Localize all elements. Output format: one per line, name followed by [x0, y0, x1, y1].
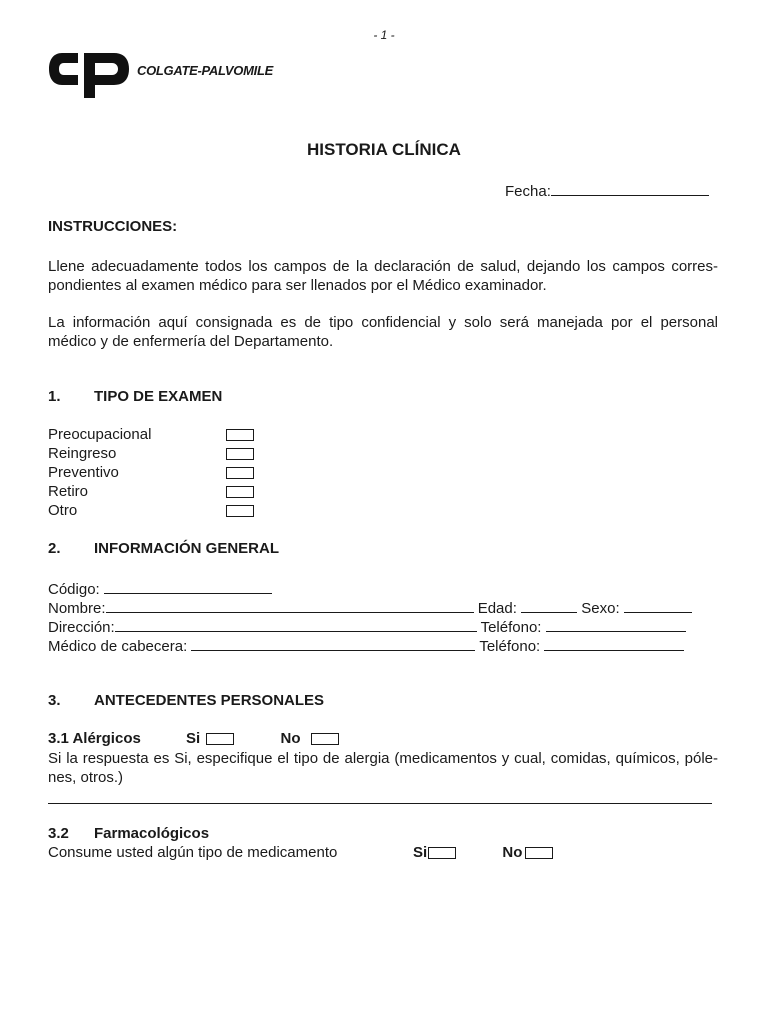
exam-option-label: Preocupacional — [48, 426, 152, 443]
alergicos-text-line1: Si la respuesta es Si, especifique el tipo de alergia (medicamentos y cual, comidas, químicos, póle- — [48, 750, 718, 767]
medicamento-question: Consume usted algún tipo de medicamento — [48, 844, 338, 861]
section-2-heading — [48, 540, 279, 557]
instructions-p1-line1: Llene adecuadamente todos los campos de la declaración de salud, dejando los campos corres- — [48, 258, 718, 275]
section-3-heading — [48, 692, 324, 709]
medicamento-no-checkbox[interactable] — [525, 847, 553, 859]
section-3-title: ANTECEDENTES PERSONALES — [94, 692, 325, 709]
no-label: No — [502, 844, 523, 861]
sexo-line[interactable] — [624, 597, 692, 613]
exam-option-label: Reingreso — [48, 445, 117, 462]
si-label: Si — [186, 730, 201, 747]
telefono-line[interactable] — [546, 616, 686, 632]
edad-label: Edad: — [477, 600, 517, 617]
codigo-line — [104, 578, 272, 594]
codigo-field[interactable] — [48, 578, 272, 598]
medico-label: Médico de cabecera: — [48, 638, 188, 655]
section-1-heading — [48, 388, 222, 405]
edad-line[interactable] — [521, 597, 577, 613]
subsection-number: 3.2 — [48, 825, 69, 842]
instructions-paragraph-1 — [48, 257, 718, 295]
exam-option-otro — [48, 502, 254, 519]
exam-option-retiro — [48, 483, 254, 500]
medico-line[interactable] — [191, 635, 475, 651]
direccion-label: Dirección: — [48, 619, 115, 636]
si-label: Si — [413, 844, 428, 861]
company-logo — [48, 50, 130, 100]
page-title: HISTORIA CLÍNICA — [307, 140, 461, 159]
medico-telefono-line[interactable] — [544, 635, 684, 651]
direccion-line[interactable] — [115, 616, 477, 632]
telefono-label: Teléfono: — [480, 619, 542, 636]
sexo-label: Sexo: — [581, 600, 620, 617]
exam-option-preocupacional — [48, 426, 254, 443]
date-field[interactable] — [505, 180, 709, 200]
no-label: No — [280, 730, 301, 747]
nombre-row — [48, 597, 692, 617]
date-label: Fecha: — [505, 183, 551, 200]
alergicos-instructions — [48, 749, 718, 787]
alergicos-no-checkbox[interactable] — [311, 733, 339, 745]
medico-row — [48, 635, 684, 655]
direccion-row — [48, 616, 686, 636]
exam-option-reingreso — [48, 445, 254, 462]
farmacologicos-heading — [48, 825, 209, 842]
date-line — [551, 180, 709, 196]
instructions-p2-line1: La información aquí consignada es de tipo confidencial y solo será manejada por el personal — [48, 314, 718, 331]
section-1-title: TIPO DE EXAMEN — [94, 388, 223, 405]
codigo-label: Código: — [48, 581, 100, 598]
section-1-number: 1. — [48, 388, 61, 405]
checkbox[interactable] — [226, 467, 254, 479]
nombre-label: Nombre: — [48, 600, 106, 617]
farmacologicos-title: Farmacológicos — [94, 825, 210, 842]
nombre-line[interactable] — [106, 597, 474, 613]
section-2-number: 2. — [48, 540, 61, 557]
section-2-title: INFORMACIÓN GENERAL — [94, 540, 279, 557]
alergicos-heading: 3.1 Alérgicos — [48, 730, 141, 747]
exam-option-label: Preventivo — [48, 464, 119, 481]
alergicos-answer-line[interactable] — [48, 789, 712, 804]
exam-option-label: Retiro — [48, 483, 89, 500]
alergicos-text-line2: nes, otros.) — [48, 769, 124, 786]
checkbox[interactable] — [226, 429, 254, 441]
checkbox[interactable] — [226, 448, 254, 460]
section-3-number: 3. — [48, 692, 61, 709]
exam-option-label: Otro — [48, 502, 78, 519]
instructions-p2-line2: médico y de enfermería del Departamento. — [48, 333, 334, 350]
alergicos-si-checkbox[interactable] — [206, 733, 234, 745]
farmacologicos-row — [48, 844, 553, 861]
instructions-paragraph-2 — [48, 313, 718, 351]
company-name: COLGATE-PALVOMILE — [137, 63, 273, 78]
page-number: - 1 - — [373, 28, 395, 42]
instructions-p1-line2: pondientes al examen médico para ser llenados por el Médico examinador. — [48, 277, 547, 294]
checkbox[interactable] — [226, 505, 254, 517]
checkbox[interactable] — [226, 486, 254, 498]
medicamento-si-checkbox[interactable] — [428, 847, 456, 859]
exam-option-preventivo — [48, 464, 254, 481]
medico-telefono-label: Teléfono: — [479, 638, 541, 655]
instructions-heading: INSTRUCCIONES: — [48, 218, 178, 235]
alergicos-row — [48, 730, 339, 747]
